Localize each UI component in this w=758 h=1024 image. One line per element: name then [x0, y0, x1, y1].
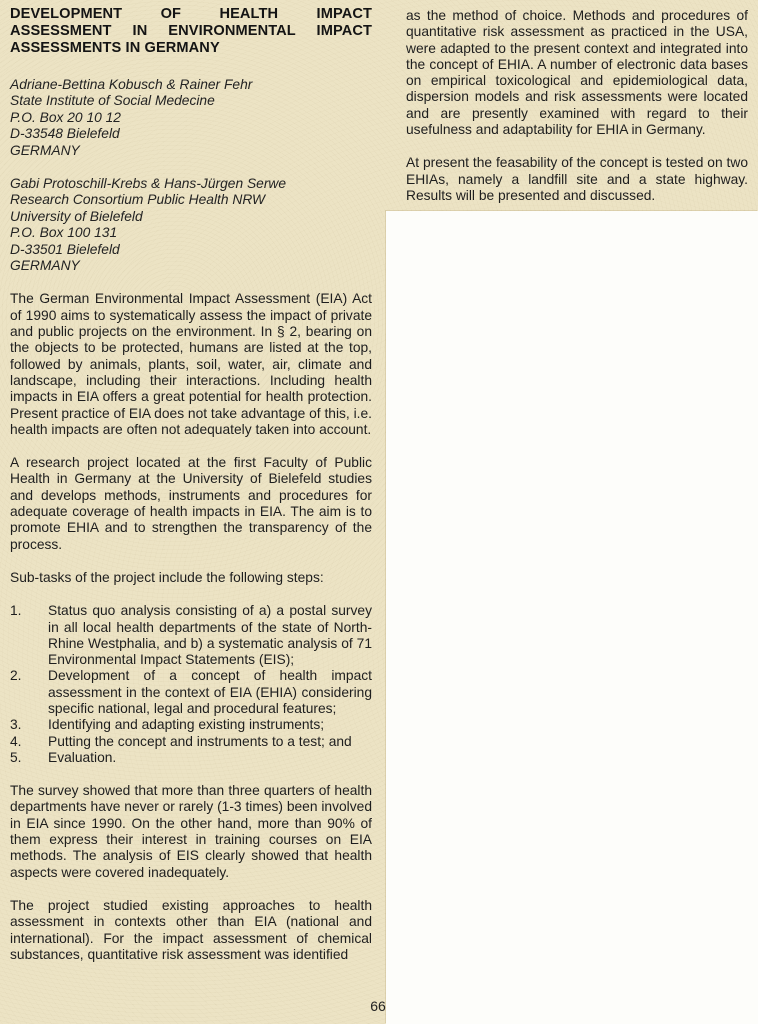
list-item-number: 2. [10, 668, 22, 684]
author-university: University of Bielefeld [10, 208, 143, 224]
author-affiliation: Research Consortium Public Health NRW [10, 192, 266, 208]
list-item-text: Putting the concept and instruments to a test; and [48, 733, 352, 749]
author-country: GERMANY [10, 142, 80, 158]
list-item-number: 5. [10, 749, 22, 765]
list-item [10, 734, 372, 750]
author-city: D-33501 Bielefeld [10, 241, 120, 257]
paragraph-subtasks-intro: Sub-tasks of the project include the following steps: [10, 569, 324, 585]
paragraph-research-project: A research project located at the first Faculty of Public Health in Germany at the University of Bielefeld studies and develops methods, instruments and procedures for adequate coverage of health impacts in EIA. The aim is to promote EHIA and to strengthen the transparency of the process. [10, 455, 372, 552]
right-column [406, 0, 748, 221]
author-po-box: P.O. Box 20 10 12 [10, 109, 121, 125]
author-name: Gabi Protoschill-Krebs & Hans-Jürgen Serwe [10, 176, 287, 192]
author-city: D-33548 Bielefeld [10, 126, 120, 142]
author-affiliation: State Institute of Social Medecine [10, 93, 215, 109]
list-item-number: 1. [10, 603, 22, 619]
list-item-number: 4. [10, 733, 22, 749]
page-number: 66 [370, 998, 386, 1014]
paragraph-project-studied: The project studied existing approaches to health assessment in contexts other than EIA (national and international). For the impact assessment of chemical substances, quantitative risk assessment was identified [10, 897, 372, 962]
blank-scan-area [386, 211, 758, 1024]
paragraph-method-of-choice: as the method of choice. Methods and procedures of quantitative risk assessment as practiced in the USA, were adapted to the present context and integrated into the concept of EHIA. A number of electronic data bases on empirical toxicological and epidemiological data, dispersion models and risk assessments were located and are presently examined with regard to their usefulness and adaptability for EHIA in Germany. [406, 8, 748, 138]
author-country: GERMANY [10, 258, 80, 274]
list-item-text: Status quo analysis consisting of a) a postal survey in all local health departments of the state of North-Rhine Westphalia, and b) a systematic analysis of 71 Environmental Impact Statements (EIS); [48, 603, 372, 668]
list-item [10, 717, 372, 733]
paragraph-survey-results: The survey showed that more than three quarters of health departments have never or rarely (1-3 times) been involved in EIA since 1990. On the other hand, more than 90% of them express their interest in training courses on EIA methods. The analysis of EIS clearly showed that health aspects were covered inadequately. [10, 783, 372, 880]
steps-list [10, 603, 372, 766]
author-po-box: P.O. Box 100 131 [10, 225, 118, 241]
list-item-text: Evaluation. [48, 749, 117, 765]
list-item [10, 668, 372, 717]
list-item-text: Identifying and adapting existing instruments; [48, 717, 325, 733]
paragraph-eia-act: The German Environmental Impact Assessment (EIA) Act of 1990 aims to systematically assess the impact of private and public projects on the environment. In § 2, bearing on the objects to be protected, humans are listed at the top, followed by animals, plants, soil, water, air, climate and landscape, including their interactions. Including health impacts in EIA offers a great potential for health protection. Present practice of EIA does not take advantage of this, i.e. health impacts are often not adequately taken into account. [10, 291, 373, 437]
left-column [10, 0, 372, 980]
list-item-number: 3. [10, 717, 22, 733]
author-block-2 [10, 176, 372, 274]
paper-title: DEVELOPMENT OF HEALTH IMPACT ASSESSMENT IN ENVIRONMENTAL IMPACT ASSESSMENTS IN GERMANY [10, 6, 372, 56]
author-block-1 [10, 77, 372, 159]
author-name: Adriane-Bettina Kobusch & Rainer Fehr [10, 77, 253, 92]
list-item-text: Development of a concept of health impact assessment in the context of EIA (EHIA) considering specific national, legal and procedural features; [48, 668, 372, 716]
list-item [10, 603, 372, 668]
list-item [10, 750, 372, 766]
paragraph-at-present: At present the feasability of the concept is tested on two EHIAs, namely a landfill site and a state highway. Results will be presented and discussed. [406, 155, 748, 203]
